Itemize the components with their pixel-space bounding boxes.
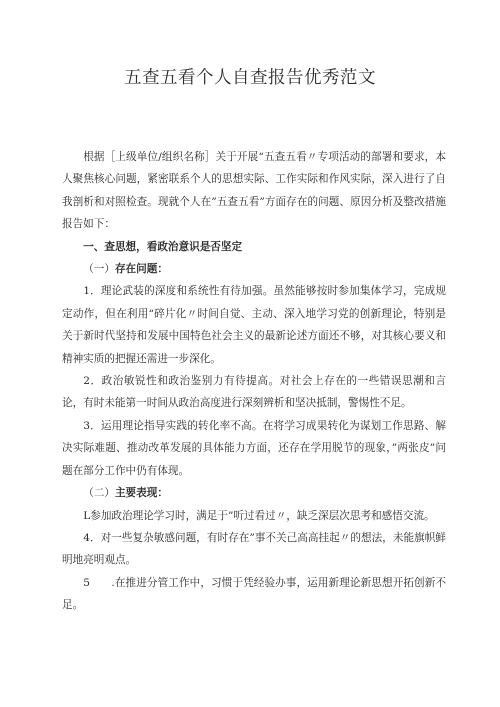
document-body xyxy=(62,146,446,617)
intro-paragraph: 根据［上级单位/组织名称］关于开展“五查五看〃专项活动的部署和要求，本人聚焦核心问题，紧密联系个人的思想实际、工作实际和作风实际，深入进行了自我剖析和对照检查。现就个人在”五查五看”方面存在的问题、原因分析及整改措施报告如下： xyxy=(62,151,446,231)
subsection-label: 主要表现： xyxy=(114,487,168,500)
list-item-1: 1．理论武装的深度和系统性有待加强。虽然能够按时参加集体学习，完成规定动作，但在利用“碎片化〃时间自觉、主动、深入地学习党的创新理论，特别是关于新时代坚持和发展中国特色社会主义的最新论述方面还不够，对其核心要义和精神实质的把握还需进一步深化。 xyxy=(62,285,446,365)
list-item-4: L参加政治理论学习时，满足于”听过看过〃，缺乏深层次思考和感悟交流。 xyxy=(83,509,435,522)
document-title: 五查五看个人自查报告优秀范文 xyxy=(124,68,376,88)
subsection-heading-manifestations xyxy=(62,482,446,504)
section-heading-1: 一、查思想，看政治意识是否坚定 xyxy=(83,240,243,253)
subsection-prefix: （一） xyxy=(83,263,115,276)
list-item-5: 4．对一些复杂敏感问题，有时存在”事不关己高高挂起〃的想法，未能旗帜鲜明地亮明观点。 xyxy=(62,531,446,567)
subsection-prefix: （二） xyxy=(83,487,115,500)
subsection-heading-problems xyxy=(62,258,446,280)
list-item-3: 3．运用理论指导实践的转化率不高。在将学习成果转化为谋划工作思路、解决实际难题、推动改革发展的具体能力方面，还存在学用脱节的现象，”两张皮”问题在部分工作中仍有体现。 xyxy=(62,419,446,477)
list-item-2: 2．政治敏锐性和政治鉴别力有待提高。对社会上存在的一些错误思潮和言论，有时未能第一时间从政治高度进行深刻辨析和坚决抵制，警惕性不足。 xyxy=(62,375,446,410)
subsection-label: 存在问题： xyxy=(114,263,168,276)
list-item-6: 5 .在推进分管工作中，习惯于凭经验办事，运用新理论新思想开拓创新不足。 xyxy=(62,576,446,612)
